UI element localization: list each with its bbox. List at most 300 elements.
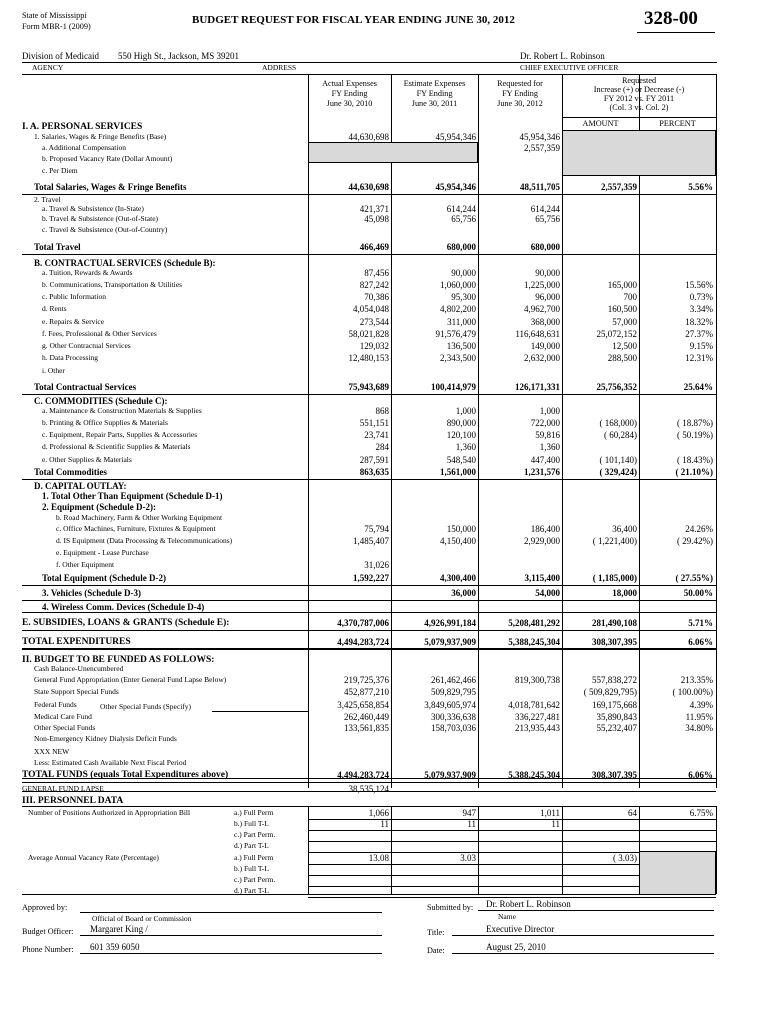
row-label: a. Maintenance & Construction Materials & Supplies — [42, 406, 202, 415]
row-label: III. PERSONNEL DATA — [22, 796, 124, 806]
row-value: 0.73% — [689, 292, 713, 302]
row-value: 59,816 — [535, 430, 560, 440]
row-value: 45,098 — [364, 214, 389, 224]
row-value: 58,021,828 — [348, 329, 389, 339]
title-label: Title: — [427, 928, 445, 937]
column-rule — [716, 74, 717, 117]
row-value: ( 168,000) — [599, 418, 637, 428]
row-value: 1,000 — [539, 406, 560, 416]
row-value: 95,300 — [451, 292, 476, 302]
row-value: 57,000 — [612, 317, 637, 327]
row-label: B. CONTRACTUAL SERVICES (Schedule B): — [34, 258, 216, 268]
form-number-underline — [637, 32, 715, 33]
row-value: 4,054,048 — [353, 304, 389, 314]
row-value: 160,500 — [607, 304, 637, 314]
row-value: 12,480,153 — [348, 353, 389, 363]
row-label: f. Fees, Professional & Other Services — [42, 329, 157, 338]
row-value: 45,954,346 — [435, 182, 476, 192]
row-value: ( 50.19%) — [677, 430, 713, 440]
row-value: 116,648,631 — [515, 329, 560, 339]
row-value: 614,244 — [446, 204, 476, 214]
row-value: 213,935,443 — [515, 723, 560, 733]
row-value: 1,225,000 — [524, 280, 560, 290]
row-label: f. Other Equipment — [56, 560, 115, 569]
row-rule — [22, 194, 716, 195]
column-header-line: Requested for — [497, 79, 543, 88]
row-label: a. Tuition, Rewards & Awards — [42, 268, 133, 277]
address-caption: ADDRESS — [262, 63, 297, 72]
row-value: 90,000 — [535, 268, 560, 278]
row-label: TOTAL EXPENDITURES — [22, 637, 131, 647]
row-value: 36,000 — [451, 588, 476, 598]
officer-name: Dr. Robert L. Robinson — [520, 51, 605, 61]
row-rule — [22, 649, 716, 650]
phone-label: Phone Number: — [22, 945, 74, 954]
row-label: Total Contractual Services — [34, 382, 137, 392]
row-value: 136,500 — [446, 341, 476, 351]
row-value: 336,227,481 — [515, 712, 560, 722]
column-rule — [391, 117, 392, 788]
agency-address: 550 High St., Jackson, MS 39201 — [118, 51, 240, 61]
row-value: 31,026 — [364, 560, 389, 570]
row-label: GENERAL FUND LAPSE — [22, 784, 104, 793]
row-value: 262,460,449 — [344, 712, 389, 722]
row-label: 1. Salaries, Wages & Fringe Benefits (Base) — [34, 132, 167, 141]
row-value: 863,635 — [359, 467, 389, 477]
personnel-sub-label: c.) Part Perm. — [234, 830, 276, 839]
column-rule — [716, 117, 717, 788]
row-rule — [22, 394, 716, 395]
row-value: ( 329,424) — [599, 467, 637, 477]
row-label: b. Communications, Transportation & Utilities — [42, 280, 183, 289]
row-value: 614,244 — [530, 204, 560, 214]
row-value: 5.56% — [688, 182, 713, 192]
row-value: 12,500 — [612, 341, 637, 351]
row-label: d. Professional & Scientific Supplies & Materials — [42, 442, 191, 451]
row-value: 23,741 — [364, 430, 389, 440]
row-label: c. Public Information — [42, 292, 106, 301]
title-line — [452, 935, 714, 936]
row-value: 452,877,210 — [344, 687, 389, 697]
row-value: 311,000 — [447, 317, 476, 327]
row-value: 3,425,658,854 — [337, 700, 389, 710]
row-rule — [308, 897, 716, 898]
row-value: 1,360 — [539, 442, 560, 452]
amount-header: AMOUNT — [582, 119, 619, 128]
row-value: 5,079,937,909 — [424, 637, 476, 647]
row-label: c. Office Machines, Furniture, Fixtures & Equipment — [56, 524, 216, 533]
row-label: b. Travel & Subsistence (Out-of-State) — [42, 214, 159, 223]
row-value: 15.56% — [685, 280, 713, 290]
row-value: 284 — [375, 442, 389, 452]
row-value: 4,494,283,724 — [337, 770, 389, 780]
row-label: i. Other — [42, 366, 65, 375]
row-label: e. Other Supplies & Materials — [42, 455, 132, 464]
personnel-value: 64 — [628, 808, 637, 818]
row-value: 120,100 — [446, 430, 476, 440]
section-rule — [22, 806, 716, 807]
row-value: 548,540 — [446, 455, 476, 465]
note-line — [212, 711, 308, 712]
row-value: 90,000 — [451, 268, 476, 278]
submitted-label: Submitted by: — [427, 903, 474, 912]
row-value: 421,371 — [359, 204, 389, 214]
row-value: 4,150,400 — [440, 536, 476, 546]
date-value: August 25, 2010 — [486, 942, 546, 952]
row-value: 4,494,283,724 — [337, 637, 389, 647]
row-value: 186,400 — [530, 524, 560, 534]
row-label: II. BUDGET TO BE FUNDED AS FOLLOWS: — [22, 655, 215, 665]
row-label: Non-Emergency Kidney Dialysis Deficit Funds — [34, 734, 177, 743]
phone-line — [80, 953, 382, 954]
row-label: Total Commodities — [34, 467, 107, 477]
state-label: State of Mississippi — [22, 11, 87, 20]
row-value: 2,557,359 — [601, 182, 637, 192]
personnel-value: 1,011 — [540, 808, 560, 818]
row-value: 50.00% — [683, 588, 713, 598]
row-value: 18.32% — [685, 317, 713, 327]
row-value: 38,535,124 — [348, 784, 389, 794]
row-value: ( 1,185,000) — [592, 573, 637, 583]
page-title: BUDGET REQUEST FOR FISCAL YEAR ENDING JUNE 30, 2012 — [192, 14, 515, 26]
row-value: 3,849,605,974 — [424, 700, 476, 710]
row-value: 368,000 — [530, 317, 560, 327]
personnel-sub-label: d.) Part T-L — [234, 886, 269, 895]
row-label: h. Data Processing — [42, 353, 99, 362]
row-label: a. Additional Compensation — [42, 143, 126, 152]
row-value: 288,500 — [607, 353, 637, 363]
row-value: 5,388,245,304 — [508, 637, 560, 647]
row-value: 133,561,835 — [344, 723, 389, 733]
row-value: 150,000 — [446, 524, 476, 534]
personnel-value: 947 — [462, 808, 476, 818]
row-value: 219,725,376 — [344, 675, 389, 685]
row-value: 96,000 — [535, 292, 560, 302]
row-value: 65,756 — [451, 214, 476, 224]
row-label: d. IS Equipment (Data Processing & Telecommunications) — [56, 536, 233, 545]
row-value: 65,756 — [535, 214, 560, 224]
row-value: 1,592,227 — [353, 573, 389, 583]
row-value: 722,000 — [530, 418, 560, 428]
personnel-value: 1,066 — [368, 808, 389, 818]
name-caption: Name — [498, 912, 516, 921]
row-label: e. Repairs & Service — [42, 317, 105, 326]
row-label: 1. Total Other Than Equipment (Schedule D-1) — [42, 491, 223, 501]
row-value: ( 101,140) — [599, 455, 637, 465]
row-label: g. Other Contractual Services — [42, 341, 131, 350]
column-header-line: Requested — [621, 76, 657, 85]
row-label: XXX NEW — [34, 747, 70, 756]
row-value: 4,370,787,006 — [337, 618, 389, 628]
row-value: 447,400 — [530, 455, 560, 465]
approved-by-label: Approved by: — [22, 903, 68, 912]
row-value: 281,490,108 — [592, 618, 637, 628]
vacancy-label: Average Annual Vacancy Rate (Percentage) — [28, 853, 159, 862]
row-value: 4,300,400 — [440, 573, 476, 583]
row-value: ( 29.42%) — [677, 536, 713, 546]
section-rule — [22, 630, 716, 631]
row-rule — [308, 830, 716, 831]
budget-officer-line — [80, 935, 382, 936]
column-rule — [308, 117, 309, 788]
row-rule — [308, 841, 716, 842]
row-value: 1,360 — [455, 442, 476, 452]
row-value: ( 21.10%) — [675, 467, 713, 477]
row-value: 680,000 — [446, 242, 476, 252]
row-rule — [22, 782, 716, 783]
row-label: Total Equipment (Schedule D-2) — [42, 573, 166, 583]
row-value: 6.06% — [688, 637, 713, 647]
column-rule — [478, 117, 479, 788]
row-value: 308,307,395 — [592, 637, 637, 647]
row-label: b. Proposed Vacancy Rate (Dollar Amount) — [42, 154, 173, 163]
phone-value: 601 359 6050 — [90, 942, 140, 952]
section-rule — [22, 791, 716, 792]
row-label: Federal Funds — [34, 700, 77, 709]
title-value: Executive Director — [486, 924, 555, 934]
row-label: c. Per Diem — [42, 166, 78, 175]
row-value: 70,386 — [364, 292, 389, 302]
row-label: TOTAL FUNDS (equals Total Expenditures above) — [22, 770, 229, 780]
row-value: 551,151 — [359, 418, 389, 428]
row-value: 18,000 — [612, 588, 637, 598]
row-label: State Support Special Funds — [34, 687, 119, 696]
row-value: 1,561,000 — [440, 467, 476, 477]
row-value: 54,000 — [535, 588, 560, 598]
personnel-sub-label: d.) Part T-L — [234, 841, 269, 850]
row-value: 1,231,576 — [524, 467, 560, 477]
row-value: 36,400 — [612, 524, 637, 534]
row-label: 4. Wireless Comm. Devices (Schedule D-4) — [42, 602, 205, 612]
row-value: 5,079,937,909 — [424, 770, 476, 780]
row-value: ( 509,829,795) — [583, 687, 637, 697]
official-caption: Official of Board or Commission — [92, 914, 192, 923]
row-rule — [22, 479, 716, 480]
row-value: 287,591 — [359, 455, 389, 465]
column-header-line: June 30, 2010 — [326, 99, 373, 108]
row-rule — [22, 254, 716, 255]
row-value: 25.64% — [683, 382, 713, 392]
row-value: 45,954,346 — [435, 132, 476, 142]
submitted-line — [478, 910, 714, 911]
row-value: 2,632,000 — [524, 353, 560, 363]
row-label: 2. Travel — [34, 195, 61, 204]
row-value: 466,469 — [359, 242, 389, 252]
column-header-line: (Col. 3 vs. Col. 2) — [609, 103, 669, 112]
table-top-rule — [22, 74, 716, 75]
row-value: 680,000 — [530, 242, 560, 252]
row-value: 261,462,466 — [431, 675, 476, 685]
row-value: 1,060,000 — [440, 280, 476, 290]
row-value: 4,962,700 — [524, 304, 560, 314]
row-value: 158,703,036 — [431, 723, 476, 733]
row-value: 126,171,331 — [515, 382, 560, 392]
column-rule — [562, 117, 563, 788]
submitted-value: Dr. Robert L. Robinson — [486, 899, 571, 909]
row-label: Medical Care Fund — [34, 712, 92, 721]
row-label: Other Special Funds — [34, 723, 96, 732]
row-label: I. A. PERSONAL SERVICES — [22, 122, 143, 132]
row-value: 4,018,781,642 — [508, 700, 560, 710]
personnel-value: 11 — [467, 819, 476, 829]
division-name: Division of Medicaid — [22, 51, 99, 61]
row-value: 3,115,400 — [524, 573, 560, 583]
date-line — [452, 953, 714, 954]
percent-header: PERCENT — [659, 119, 696, 128]
section-rule — [22, 648, 716, 649]
column-header-line: Increase (+) or Decrease (-) — [593, 85, 685, 94]
row-value: 25,072,152 — [596, 329, 637, 339]
row-label: 3. Vehicles (Schedule D-3) — [42, 588, 141, 598]
personnel-value: 3.03 — [460, 853, 476, 863]
row-label: General Fund Appropriation (Enter General Fund Lapse Below) — [34, 675, 227, 684]
row-value: 273,544 — [359, 317, 389, 327]
personnel-sub-label: b.) Full T-L — [234, 819, 269, 828]
row-value: 55,232,407 — [596, 723, 637, 733]
row-value: 48,511,705 — [519, 182, 560, 192]
row-value: 4,926,991,184 — [424, 618, 476, 628]
row-value: 300,336,638 — [431, 712, 476, 722]
row-value: 24.26% — [685, 524, 713, 534]
column-header-line: FY Ending — [502, 89, 538, 98]
row-label: b. Printing & Office Supplies & Materials — [42, 418, 168, 427]
positions-label: Number of Positions Authorized in Appropriation Bill — [28, 808, 191, 817]
shaded-cell — [308, 142, 478, 163]
row-value: 2,929,000 — [524, 536, 560, 546]
row-value: 1,485,407 — [353, 536, 389, 546]
row-value: 75,943,689 — [348, 382, 389, 392]
personnel-sub-label: b.) Full T-L — [234, 864, 269, 873]
shaded-cell — [639, 851, 716, 895]
row-value: 169,175,668 — [592, 700, 637, 710]
row-label: a. Travel & Subsistence (In-State) — [42, 204, 144, 213]
row-value: 819,300,738 — [515, 675, 560, 685]
row-value: 165,000 — [607, 280, 637, 290]
row-value: 700 — [623, 292, 637, 302]
row-value: 1,000 — [455, 406, 476, 416]
row-value: 4.39% — [689, 700, 713, 710]
row-label: e. Equipment - Lease Purchase — [56, 548, 149, 557]
column-rule — [639, 117, 640, 788]
shaded-cell — [562, 130, 716, 176]
row-label: Less: Estimated Cash Available Next Fiscal Period — [34, 758, 187, 767]
row-value: 129,032 — [359, 341, 389, 351]
row-value: 87,456 — [364, 268, 389, 278]
form-number: 328-00 — [644, 8, 698, 29]
row-value: 45,954,346 — [519, 132, 560, 142]
agency-caption: AGENCY — [32, 63, 64, 72]
row-value: 9.15% — [689, 341, 713, 351]
row-value: 12.31% — [685, 353, 713, 363]
row-value: 3.34% — [689, 304, 713, 314]
row-value: 149,000 — [530, 341, 560, 351]
row-value: 25,756,352 — [596, 382, 637, 392]
row-label: 2. Equipment (Schedule D-2): — [42, 502, 157, 512]
row-rule — [22, 585, 716, 586]
row-value: ( 1,221,400) — [592, 536, 637, 546]
row-value: 827,242 — [359, 280, 389, 290]
row-label: Total Salaries, Wages & Fringe Benefits — [34, 182, 187, 192]
row-value: 75,794 — [364, 524, 389, 534]
personnel-value: 11 — [380, 819, 389, 829]
row-label: b. Road Machinery, Farm & Other Working Equipment — [56, 513, 223, 522]
row-label: Total Travel — [34, 242, 81, 252]
row-value: 213.35% — [680, 675, 713, 685]
row-value: ( 60,284) — [604, 430, 637, 440]
row-value: 2,343,500 — [440, 353, 476, 363]
column-rule — [716, 806, 717, 894]
column-header-line: June 30, 2011 — [411, 99, 458, 108]
form-label: Form MBR-1 (2009) — [22, 22, 91, 31]
other-special-funds-note: Other Special Funds (Specify) — [100, 702, 192, 711]
row-label: c. Equipment, Repair Parts, Supplies & Accessories — [42, 430, 198, 439]
section-rule — [22, 778, 716, 779]
row-value: ( 27.55%) — [675, 573, 713, 583]
date-label: Date: — [427, 946, 445, 955]
personnel-sub-label: a.) Full Perm — [234, 808, 274, 817]
row-value: 11.95% — [685, 712, 713, 722]
row-value: 868 — [375, 406, 389, 416]
row-value: 44,630,698 — [348, 182, 389, 192]
row-value: 27.37% — [685, 329, 713, 339]
personnel-value: ( 3.03) — [613, 853, 637, 863]
row-value: ( 18.43%) — [677, 455, 713, 465]
row-value: 91,576,479 — [435, 329, 476, 339]
personnel-value: 13.08 — [368, 853, 389, 863]
row-label: Cash Balance-Unencumbered — [34, 664, 124, 673]
section-rule — [22, 612, 716, 613]
row-value: 5,388,245,304 — [508, 770, 560, 780]
row-value: 4,802,200 — [440, 304, 476, 314]
column-header-line: FY 2012 vs. FY 2011 — [603, 94, 675, 103]
row-value: ( 100.00%) — [672, 687, 713, 697]
column-header-line: FY Ending — [416, 89, 453, 98]
personnel-sub-label: c.) Part Perm. — [234, 875, 276, 884]
row-rule — [308, 819, 716, 820]
officer-caption: CHIEF EXECUTIVE OFFICER — [520, 63, 619, 72]
row-label: D. CAPITAL OUTLAY: — [34, 481, 127, 491]
row-label: C. COMMODITIES (Schedule C): — [34, 396, 168, 406]
row-value: 34.80% — [685, 723, 713, 733]
column-header-line: Estimate Expenses — [403, 79, 466, 88]
row-value: ( 18.87%) — [677, 418, 713, 428]
row-label: d. Rents — [42, 304, 67, 313]
row-value: 308,307,395 — [592, 770, 637, 780]
personnel-value: 6.75% — [689, 808, 713, 818]
row-rule — [22, 600, 716, 601]
row-value: 100,414,979 — [431, 382, 476, 392]
personnel-sub-label: a.) Full Perm — [234, 853, 274, 862]
row-value: 509,829,795 — [431, 687, 476, 697]
row-value: 6.06% — [688, 770, 713, 780]
row-value: 890,000 — [446, 418, 476, 428]
row-value: 557,838,272 — [592, 675, 637, 685]
row-value: 5,208,481,292 — [508, 618, 560, 628]
row-value: 2,557,359 — [524, 143, 560, 153]
column-header-line: FY Ending — [331, 89, 368, 98]
row-label: c. Travel & Subsistence (Out-of-Country) — [42, 225, 168, 234]
table-bottom-rule — [22, 894, 716, 895]
row-value: 44,630,698 — [348, 132, 389, 142]
row-value: 35,890,843 — [596, 712, 637, 722]
row-value: 5.71% — [688, 618, 713, 628]
row-label: E. SUBSIDIES, LOANS & GRANTS (Schedule E): — [22, 618, 230, 628]
budget-officer-value: Margaret King / — [90, 924, 148, 934]
personnel-value: 11 — [551, 819, 560, 829]
budget-officer-label: Budget Officer: — [22, 927, 74, 936]
approved-by-line — [80, 912, 382, 913]
column-header-line: June 30, 2012 — [497, 99, 543, 108]
